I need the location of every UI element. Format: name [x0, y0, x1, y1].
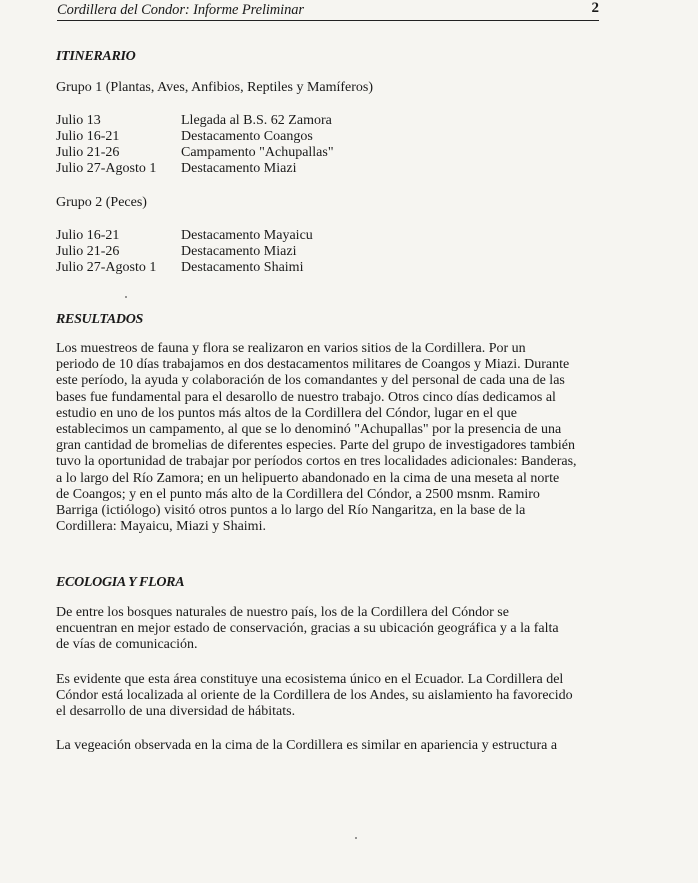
group2-label: Grupo 2 (Peces): [56, 195, 147, 210]
itinerary-date: Julio 27-Agosto 1: [56, 161, 157, 176]
text-line: encuentran en mejor estado de conservación, gracias a su ubicación geográfica y a la falta: [56, 621, 559, 637]
itinerary-place: Llegada al B.S. 62 Zamora: [181, 113, 332, 128]
scan-speck: [125, 296, 127, 298]
ecologia-paragraph-1: [56, 605, 601, 654]
text-line: estudio en uno de los puntos más altos de la Cordillera del Cóndor, lugar en el que: [56, 405, 517, 421]
text-line: tuvo la oportunidad de trabajar por períodos cortos en tres localidades adicionales: Banderas,: [56, 454, 577, 470]
text-line: periodo de 10 días trabajamos en dos destacamentos militares de Coangos y Miazi. Durante: [56, 357, 570, 373]
itinerary-date: Julio 27-Agosto 1: [56, 260, 157, 275]
ecologia-paragraph-2: [56, 672, 601, 721]
itinerario-heading: ITINERARIO: [56, 49, 136, 64]
text-line: bases fue fundamental para el desarollo de nuestro trabajo. Otros cinco días dedicamos al: [56, 389, 556, 405]
text-line: Barriga (ictiólogo) visitó otros puntos a lo largo del Río Nangaritza, en la base de la: [56, 503, 526, 519]
ecologia-paragraph-3: [56, 738, 601, 754]
text-line: Cordillera: Mayaicu, Miazi y Shaimi.: [56, 519, 266, 535]
itinerary-place: Destacamento Miazi: [181, 244, 297, 259]
text-line: de Coangos; y en el punto más alto de la Cordillera del Cóndor, a 2500 msnm. Ramiro: [56, 486, 540, 502]
page-number: 2: [591, 0, 599, 16]
group1-label: Grupo 1 (Plantas, Aves, Anfibios, Reptiles y Mamíferos): [56, 80, 374, 95]
resultados-heading: RESULTADOS: [56, 312, 143, 327]
itinerary-place: Destacamento Coangos: [181, 129, 313, 144]
itinerary-date: Julio 16-21: [56, 129, 120, 144]
text-line: establecimos un campamento, al que se lo denominó "Achupallas" por la presencia de una: [56, 422, 562, 438]
itinerary-place: Destacamento Shaimi: [181, 260, 304, 275]
text-line: este período, la ayuda y colaboración de los comandantes y del personal de cada una de las: [56, 373, 565, 389]
itinerary-date: Julio 16-21: [56, 228, 120, 243]
itinerary-place: Destacamento Mayaicu: [181, 228, 313, 243]
text-line: de vías de comunicación.: [56, 637, 198, 653]
text-line: gran cantidad de bromelias de diferentes especies. Parte del grupo de investigadores también: [56, 438, 575, 454]
header-title: Cordillera del Condor: Informe Preliminar: [57, 2, 304, 18]
resultados-paragraph: [56, 341, 601, 535]
text-line: Es evidente que esta área constituye una ecosistema único en el Ecuador. La Cordillera del: [56, 672, 564, 687]
running-header: [57, 0, 599, 21]
text-line: el desarrollo de una diversidad de hábitats.: [56, 704, 296, 720]
text-line: a lo largo del Río Zamora; en un helipuerto abandonado en la cima de una meseta al norte: [56, 470, 560, 486]
text-line: Cóndor está localizada al oriente de la Cordillera de los Andes, su aislamiento ha favorecido: [56, 688, 573, 704]
itinerary-date: Julio 13: [56, 113, 101, 128]
scan-speck: [355, 837, 357, 839]
itinerary-place: Destacamento Miazi: [181, 161, 297, 176]
text-line: De entre los bosques naturales de nuestro país, los de la Cordillera del Cóndor se: [56, 605, 509, 620]
ecologia-heading: ECOLOGIA Y FLORA: [56, 575, 185, 590]
itinerary-place: Campamento "Achupallas": [181, 145, 334, 160]
text-line: Los muestreos de fauna y flora se realizaron en varios sitios de la Cordillera. Por un: [56, 341, 526, 356]
itinerary-date: Julio 21-26: [56, 145, 120, 160]
text-line: La vegeación observada en la cima de la Cordillera es similar en apariencia y estructura a: [56, 738, 558, 753]
itinerary-date: Julio 21-26: [56, 244, 120, 259]
